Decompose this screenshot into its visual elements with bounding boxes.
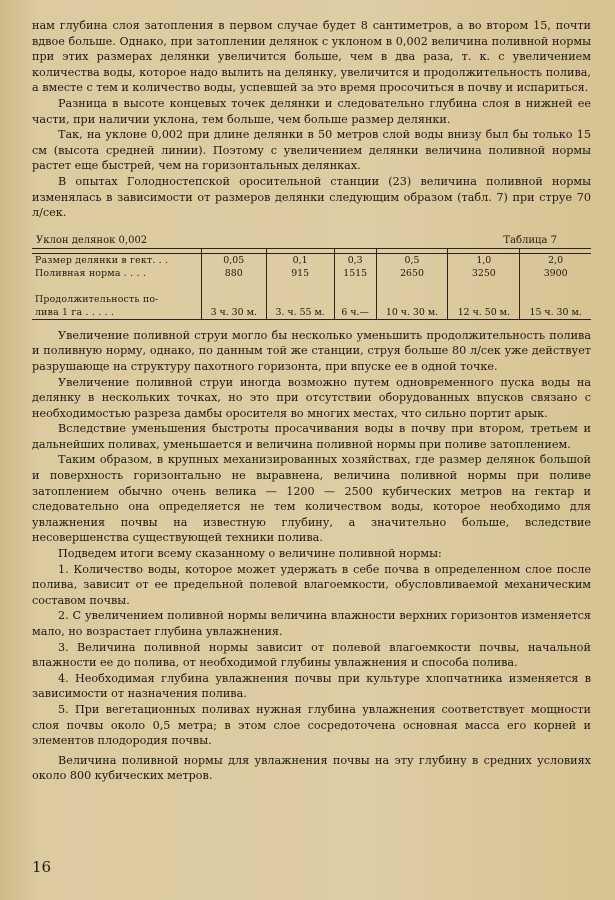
table-cell xyxy=(376,280,448,306)
table-cell: 2650 xyxy=(376,267,448,280)
table-cell: 3250 xyxy=(448,267,520,280)
list-item: 2. С увеличением поливной нормы величина влажности верхних горизонтов изменяется мало, но возрастает глубина увлажнения. xyxy=(32,609,591,638)
paragraph: Величина поливной нормы для увлажнения почвы на эту глубину в средних условиях около 800 кубических метров. xyxy=(32,753,591,783)
table-cell: 12 ч. 50 м. xyxy=(448,306,520,320)
paragraph: Подведем итоги всему сказанному о величине поливной нормы: xyxy=(58,547,442,561)
table-7 xyxy=(32,248,591,320)
table-cell xyxy=(266,280,334,306)
table-row xyxy=(32,253,591,267)
paragraph: Увеличение поливной струи иногда возможно путем одновременного пуска воды на делянку в нескольких точках, но это при отсутствии оборудованных впусков связано с необходимостью разреза дамбы оросителя во многих местах, что сильно портит арык. xyxy=(32,375,591,420)
table-cell: 1,0 xyxy=(448,253,520,267)
paragraph: Таким образом, в крупных механизированных хозяйствах, где размер делянок большой и поверхность горизонтально не выравнена, величина поливной нормы при поливе затоплением обычно очень велика — 1200 — 2500 кубических метров на гектар и следовательно она определяется не тем количеством воды, которое необходимо для увлажнения почвы на известную глубину, а значительно больше, вследствие несовершенства существующей техники полива. xyxy=(32,453,591,545)
list-item: 1. Количество воды, которое может удержать в себе почва в определенном слое после полива, зависит от ее предельной полевой влагоемкости, обусловливаемой механическим составом почвы. xyxy=(32,562,591,607)
table-cell xyxy=(201,280,266,306)
paragraph: Так, на уклоне 0,002 при длине делянки в 50 метров слой воды внизу был бы только 15 см (высота средней линии). Поэтому с увеличением делянки величина поливной нормы растет еще быстрей, чем на горизонтальных делянках. xyxy=(32,128,591,173)
table-cell: 880 xyxy=(201,267,266,280)
paragraph: Увеличение поливной струи могло бы несколько уменьшить продолжительность полива и поливную норму, однако, по данным той же станции, струя больше 80 л/сек уже действует разрушающе на структуру пахотного горизонта, при впуске ее в одной точке. xyxy=(32,328,591,373)
table-cell: 10 ч. 30 м. xyxy=(376,306,448,320)
table-cell xyxy=(520,280,591,306)
table-caption xyxy=(32,235,591,246)
table-row xyxy=(32,280,591,306)
row-label: Поливная норма . . . . xyxy=(35,267,147,279)
paragraph: В опытах Голодностепской оросительной станции (23) величина поливной нормы изменялась в зависимости от размеров делянки следующим образом (табл. 7) при струе 70 л/сек. xyxy=(32,174,591,220)
table-cell: 0,1 xyxy=(266,253,334,267)
table-cell: 3. ч. 55 м. xyxy=(266,306,334,320)
list-item: 4. Необходимая глубина увлажнения почвы при культуре хлопчатника изменяется в зависимости от назначения полива. xyxy=(32,671,591,701)
row-label: Размер делянки в гект. . . xyxy=(35,254,169,266)
table-cell xyxy=(448,280,520,306)
paragraph: нам глубина слоя затопления в первом случае будет 8 сантиметров, а во втором 15, почти вдвое больше. Однако, при затоплении делянок с уклоном в 0,002 величина поливной нормы при этих размерах делянки увеличится больше, чем в два раза, т. к. с увеличением количества воды, которое надо вылить на делянку, увеличится и продолжительность полива, а вместе с тем и количество воды, успевшей за это время просочиться в почву и испариться. xyxy=(32,19,591,95)
table-cell: 2,0 xyxy=(520,253,591,267)
paragraph: Разница в высоте концевых точек делянки и следовательно глубина слоя в нижней ее части, при наличии уклона, тем больше, чем больше размер делянки. xyxy=(32,96,591,126)
table-cell: 3 ч. 30 м. xyxy=(201,306,266,320)
text-block-top xyxy=(32,18,591,221)
table-caption-left: Уклон делянок 0,002 xyxy=(36,234,148,246)
list-item: 3. Величина поливной нормы зависит от полевой влагоемкости почвы, начальной влажности ее до полива, от необходимой глубины увлажнения и способа полива. xyxy=(32,640,591,670)
text-block-bottom xyxy=(32,328,591,784)
table-row xyxy=(32,267,591,280)
table-cell: 6 ч.— xyxy=(334,306,376,320)
row-label: лива 1 га . . . . . xyxy=(32,306,201,320)
table-cell xyxy=(334,280,376,306)
table-cell: 1515 xyxy=(334,267,376,280)
table-cell: 915 xyxy=(266,267,334,280)
table-row xyxy=(32,306,591,320)
table-cell: 15 ч. 30 м. xyxy=(520,306,591,320)
table-cell: 0,5 xyxy=(376,253,448,267)
table-cell: 3900 xyxy=(520,267,591,280)
table-cell: 0,3 xyxy=(334,253,376,267)
table-cell: 0,05 xyxy=(201,253,266,267)
list-item: 5. При вегетационных поливах нужная глубина увлажнения соответствует мощности слоя почвы около 0,5 метра; в этом слое сосредоточена основная масса его корней и элементов плодородия почвы. xyxy=(32,702,591,748)
row-label: Продолжительность по- xyxy=(35,293,159,305)
paragraph: Вследствие уменьшения быстроты просачивания воды в почву при втором, третьем и дальнейших поливах, уменьшается и величина поливной нормы при поливе затоплением. xyxy=(32,422,591,451)
table-caption-right: Таблица 7 xyxy=(503,234,557,246)
page-number: 16 xyxy=(32,858,52,876)
